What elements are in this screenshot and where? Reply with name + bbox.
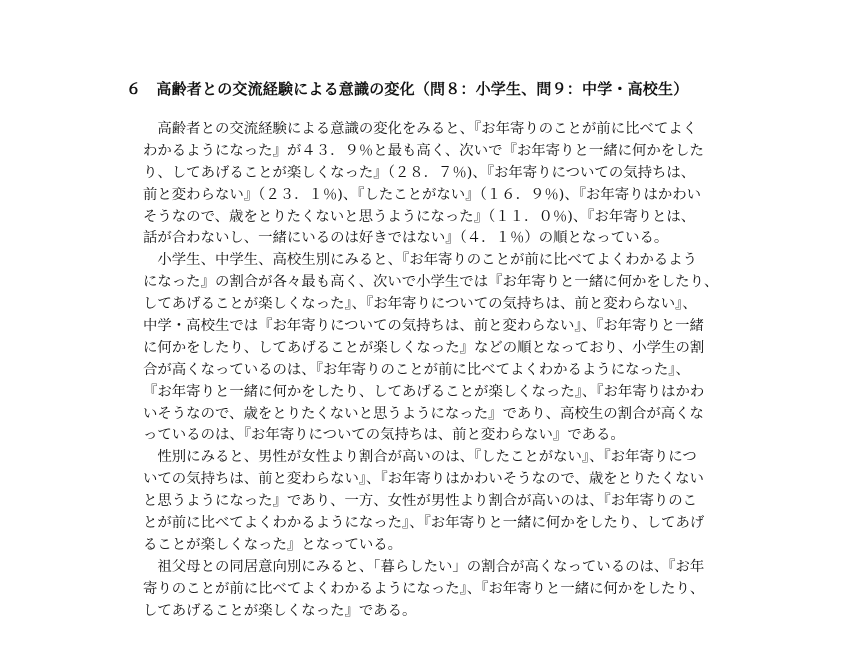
text-line: 性別にみると、男性が女性より割合が高いのは、『したことがない』、『お年寄りにつ <box>143 449 697 466</box>
text-line: 小学生、中学生、高校生別にみると、『お年寄りのことが前に比べてよくわかるよう <box>143 252 698 269</box>
text-line: いそうなので、歳をとりたくないと思うようになった』であり、高校生の割合が高くな <box>143 405 704 422</box>
text-line: ることが楽しくなった』となっている。 <box>143 536 403 553</box>
text-line: わかるようになった』が４３．９％と最も高く、次いで『お年寄りと一緒に何かをした <box>143 142 704 159</box>
body-text <box>143 119 743 622</box>
text-line: になった』の割合が各々最も高く、次いで小学生では『お年寄りと一緒に何かをしたり、 <box>143 274 719 291</box>
text-line: り、してあげることが楽しくなった』（２８．７％)、『お年寄りについての気持ちは、 <box>143 164 696 181</box>
text-line: してあげることが楽しくなった』、『お年寄りについての気持ちは、前と変わらない』、 <box>143 296 697 313</box>
text-line: 中学・高校生では『お年寄りについての気持ちは、前と変わらない』、『お年寄りと一緒 <box>143 318 704 335</box>
text-line: に何かをしたり、してあげることが楽しくなった』などの順となっており、小学生の割 <box>143 339 705 356</box>
text-line: 寄りのことが前に比べてよくわかるようになった』、『お年寄りと一緒に何かをしたり、 <box>143 580 705 597</box>
text-line: と思うようになった』であり、一方、女性が男性より割合が高いのは、『お年寄りのこ <box>143 493 698 510</box>
text-line: とが前に比べてよくわかるようになった』、『お年寄りと一緒に何かをしたり、してあげ <box>143 515 705 532</box>
text-line: 『お年寄りと一緒に何かをしたり、してあげることが楽しくなった』、『お年寄りはかわ <box>143 383 705 400</box>
text-line: 高齢者との交流経験による意識の変化をみると、『お年寄りのことが前に比べてよく <box>143 121 698 137</box>
text-line: してあげることが楽しくなった』である。 <box>143 602 417 619</box>
text-line: そうなので、歳をとりたくないと思うようになった』（１１．０％)、『お年寄りとは、 <box>143 208 696 225</box>
text-line: 祖父母との同居意向別にみると、「暮らしたい」の割合が高くなっているのは、『お年 <box>143 558 705 575</box>
text-line: 合が高くなっているのは、『お年寄りのことが前に比べてよくわかるようになった』、 <box>143 361 690 378</box>
text-line: いての気持ちは、前と変わらない』、『お年寄りはかわいそうなので、歳をとりたくない <box>143 471 704 488</box>
section-heading: ６ 高齢者との交流経験による意識の変化（問８：小学生、問９：中学・高校生） <box>126 80 689 98</box>
text-line: 話が合わないし、一緒にいるのは好きではない』（４．１％）の順となっている。 <box>143 230 669 247</box>
text-line: 前と変わらない』（２３．１％)、『したことがない』（１６．９％)、『お年寄りはかわい <box>143 186 702 203</box>
text-line: っているのは、『お年寄りについての気持ちは、前と変わらない』である。 <box>143 427 625 444</box>
